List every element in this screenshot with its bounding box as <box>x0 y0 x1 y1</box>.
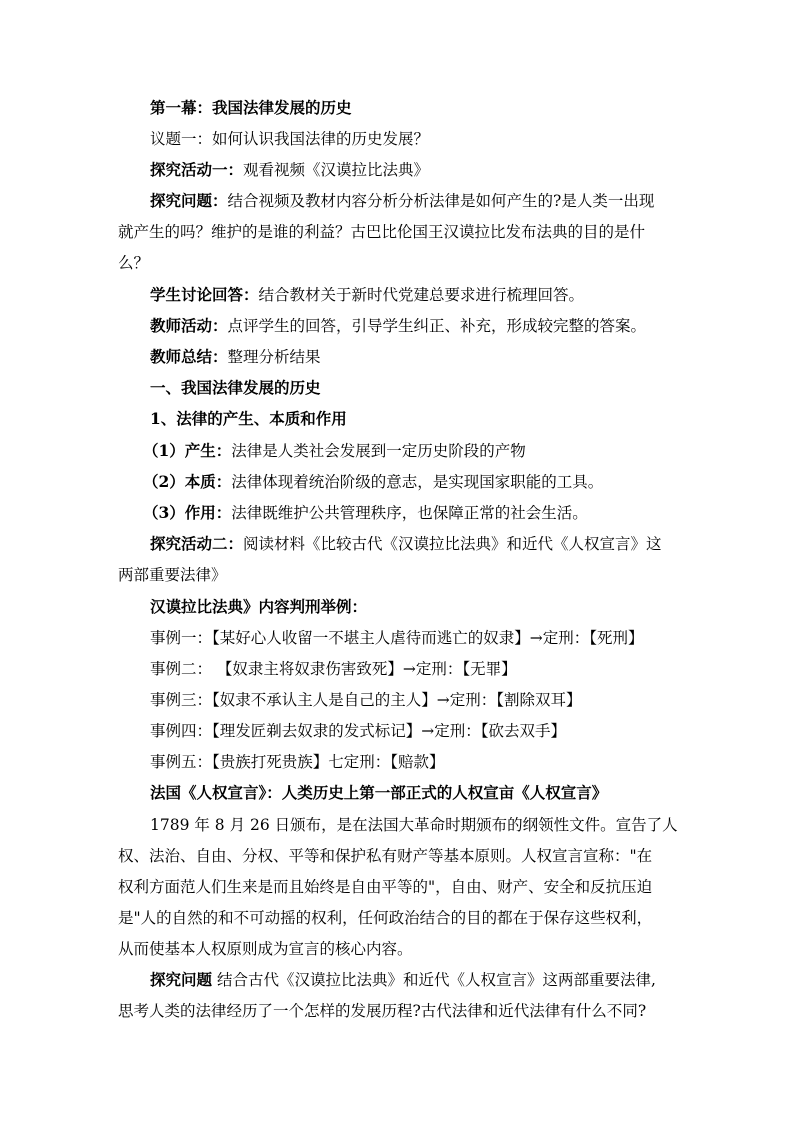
activity1-line <box>150 160 429 180</box>
page-title: 第一幕：我国法律发展的历史 <box>150 98 352 117</box>
activity1-label: 探究活动一： <box>150 160 244 179</box>
teacher-activity-text: 点评学生的回答，引导学生纠正、补充，形成较完整的答案。 <box>227 317 647 335</box>
question1-label: 探究问题： <box>150 191 228 210</box>
point-label: （1）产生： <box>143 441 232 460</box>
point-label: （2）本质： <box>143 472 232 491</box>
activity2-label: 探究活动二： <box>150 534 244 553</box>
subsection-heading: 1、法律的产生、本质和作用 <box>150 409 347 428</box>
question1-line1 <box>150 191 654 211</box>
question1-line2: 就产生的吗？维护的是谁的利益？古巴比伦国王汉谟拉比发布法典的目的是什 <box>118 223 646 241</box>
france-para-line: 权、法治、自由、分权、平等和保护私有财产等基本原则。人权宣言宣称："在 <box>118 847 653 865</box>
teacher-activity-label: 教师活动： <box>150 316 228 335</box>
question2-line2: 思考人类的法律经历了一个怎样的发展历程?古代法律和近代法律有什么不同? <box>118 1002 647 1020</box>
france-para-line: 权利方面范人们生来是而且始终是自由平等的"，自由、财产、安全和反抗压迫 <box>118 878 653 896</box>
topic-line <box>150 129 429 149</box>
case-item: 事例五：【贵族打死贵族】七定刑：【赔款】 <box>150 753 445 771</box>
teacher-summary-label: 教师总结： <box>150 347 228 366</box>
section-heading: 一、我国法律发展的历史 <box>150 378 321 397</box>
teacher-summary-text: 整理分析结果 <box>227 348 321 366</box>
point-item <box>143 503 588 523</box>
discussion-line <box>150 285 584 305</box>
teacher-summary-line <box>150 347 321 367</box>
france-para-line: 1789 年 8 月 26 日颁布，是在法国大革命时期颁布的纲领性文件。宣告了人 <box>150 816 678 834</box>
question2-line1 <box>150 970 656 990</box>
case-item: 事例一：【某好心人收留一不堪主人虐待而逃亡的奴隶】→定刑：【死刑】 <box>150 629 644 647</box>
discussion-text: 结合教材关于新时代党建总要求进行梳理回答。 <box>258 286 585 304</box>
france-para-line: 是"人的自然的和不可动摇的权利，任何政治结合的目的都在于保存这些权利， <box>118 909 653 927</box>
point-text: 法律体现着统治阶级的意志，是实现国家职能的工具。 <box>231 473 604 491</box>
question1-line3: 么？ <box>118 254 150 272</box>
france-heading: 法国《人权宣言》：人类历史上第一部正式的人权宣亩《人权宣言》 <box>150 783 608 802</box>
hammurabi-heading: 汉谟拉比法典》内容判刑举例： <box>150 597 368 616</box>
question1-text: 结合视频及教材内容分析分析法律是如何产生的?是人类一出现 <box>227 192 655 210</box>
question2-text: 结合古代《汉谟拉比法典》和近代《人权宣言》这两部重要法律, <box>212 971 656 989</box>
activity2-text: 阅读材料《比较古代《汉谟拉比法典》和近代《人权宣言》这 <box>243 535 662 553</box>
case-item: 事例二： 【奴隶主将奴隶伤害致死】→定刑：【无罪】 <box>150 660 517 678</box>
point-text: 法律是人类社会发展到一定历史阶段的产物 <box>231 442 526 460</box>
case-item: 事例三：【奴隶不承认主人是自己的主人】→定刑：【割除双耳】 <box>150 691 582 709</box>
point-text: 法律既维护公共管理秩序，也保障正常的社会生活。 <box>231 504 588 522</box>
point-label: （3）作用： <box>143 503 232 522</box>
topic-text: 如何认识我国法律的历史发展？ <box>212 130 430 148</box>
topic-label: 议题一： <box>150 130 213 148</box>
question2-label: 探究问题 <box>150 970 213 989</box>
activity2-line1 <box>150 534 662 554</box>
point-item <box>143 472 603 492</box>
activity1-text: 观看视频《汉谟拉比法典》 <box>243 161 430 179</box>
teacher-activity-line <box>150 316 646 336</box>
discussion-label: 学生讨论回答： <box>150 285 259 304</box>
activity2-line2: 两部重要法律》 <box>118 566 227 584</box>
case-item: 事例四：【理发匠剃去奴隶的发式标记】→定刑：【砍去双手】 <box>150 722 566 740</box>
france-para-line: 从而使基本人权原则成为宣言的核心内容。 <box>118 940 413 958</box>
point-item <box>143 441 526 461</box>
